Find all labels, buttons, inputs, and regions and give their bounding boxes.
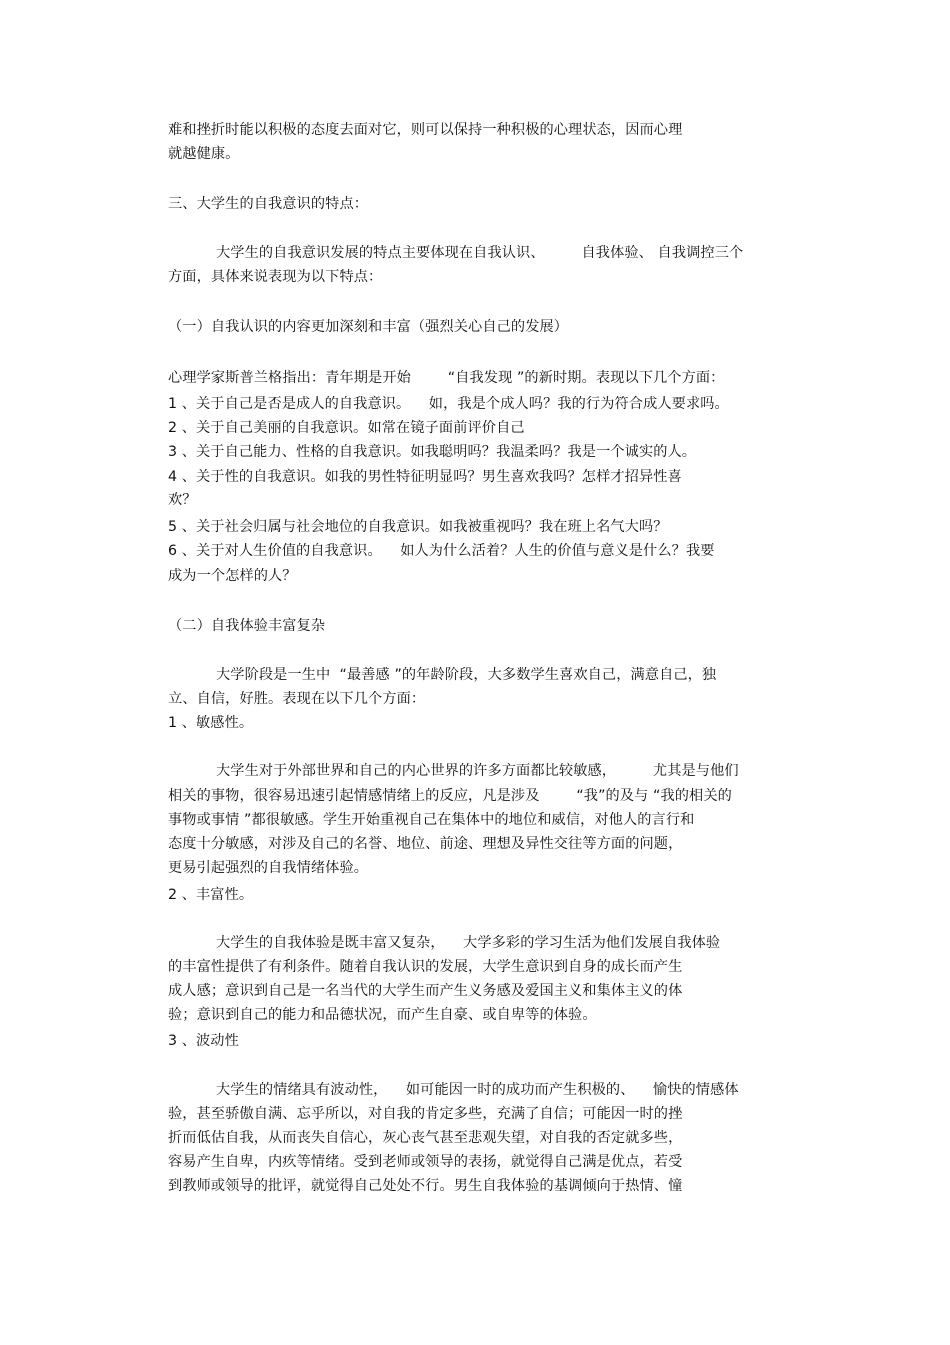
paragraph-line: 到教师或领导的批评，就觉得自己处处不行。男生自我体验的基调倾向于热情、憧	[168, 1178, 683, 1194]
paragraph-line: 大学阶段是一生中 “最善感 ”的年龄阶段，大多数学生喜欢自己，满意自己，独	[216, 667, 717, 683]
list-item: 6 、关于对人生价值的自我意识。 如人为什么活着？人生的价值与意义是什么？我要	[168, 543, 715, 559]
paragraph-line: 折而低估自我，从而丧失自信心，灰心丧气甚至悲观失望，对自我的否定就多些，	[168, 1130, 683, 1146]
item-heading: 3 、波动性	[168, 1033, 239, 1049]
paragraph-line: 验，甚至骄傲自满、忘乎所以，对自我的肯定多些，充满了自信；可能因一时的挫	[168, 1106, 683, 1122]
list-item: 4 、关于性的自我意识。如我的男性特征明显吗？男生喜欢我吗？怎样才招异性喜	[168, 469, 682, 485]
item-heading: 2 、丰富性。	[168, 887, 254, 903]
list-item: 1 、关于自己是否是成人的自我意识。 如，我是个成人吗？我的行为符合成人要求吗。	[168, 396, 729, 412]
paragraph-line: 难和挫折时能以积极的态度去面对它，则可以保持一种积极的心理状态，因而心理	[168, 122, 683, 138]
paragraph-line: 验；意识到自己的能力和品德状况，而产生自豪、或自卑等的体验。	[168, 1007, 597, 1023]
paragraph-line: 更易引起强烈的自我情绪体验。	[168, 860, 369, 876]
paragraph-line: 大学生的自我体验是既丰富又复杂， 大学多彩的学习生活为他们发展自我体验	[216, 935, 721, 951]
paragraph-line: 大学生对于外部世界和自己的内心世界的许多方面都比较敏感， 尤其是与他们	[216, 763, 739, 779]
subsection-heading: （二）自我体验丰富复杂	[168, 618, 326, 634]
section-heading: 三、大学生的自我意识的特点：	[168, 196, 369, 212]
subsection-heading: （一）自我认识的内容更加深刻和丰富（强烈关心自己的发展）	[168, 319, 569, 335]
paragraph-line: 的丰富性提供了有利条件。随着自我认识的发展，大学生意识到自身的成长而产生	[168, 959, 683, 975]
list-item-continuation: 欢？	[168, 492, 197, 508]
paragraph-line: 心理学家斯普兰格指出：青年期是开始 “自我发现 ”的新时期。表现以下几个方面：	[168, 370, 725, 386]
paragraph-line: 成人感；意识到自己是一名当代的大学生而产生义务感及爱国主义和集体主义的体	[168, 983, 683, 999]
paragraph-line: 大学生的情绪具有波动性， 如可能因一时的成功而产生积极的、 愉快的情感体	[216, 1082, 739, 1098]
paragraph-line: 态度十分敏感，对涉及自己的名誉、地位、前途、理想及异性交往等方面的问题，	[168, 836, 683, 852]
paragraph-line: 容易产生自卑，内疚等情绪。受到老师或领导的表扬，就觉得自己满是优点，若受	[168, 1154, 683, 1170]
paragraph-line: 就越健康。	[168, 146, 240, 162]
list-item: 2 、关于自己美丽的自我意识。如常在镜子面前评价自己	[168, 420, 525, 436]
item-heading: 1 、敏感性。	[168, 715, 254, 731]
paragraph-line: 相关的事物，很容易迅速引起情感情绪上的反应，凡是涉及 “我”的及与 “我的相关的	[168, 788, 732, 804]
list-item: 5 、关于社会归属与社会地位的自我意识。如我被重视吗？我在班上名气大吗？	[168, 519, 668, 535]
paragraph-line: 方面，具体来说表现为以下特点：	[168, 269, 383, 285]
list-item-continuation: 成为一个怎样的人？	[168, 568, 297, 584]
paragraph-line: 立、自信，好胜。表现在以下几个方面：	[168, 691, 426, 707]
list-item: 3 、关于自己能力、性格的自我意识。如我聪明吗？我温柔吗？我是一个诚实的人。	[168, 444, 697, 460]
paragraph-line: 大学生的自我意识发展的特点主要体现在自我认识、 自我体验、 自我调控三个	[216, 245, 744, 261]
paragraph-line: 事物或事情 ”都很敏感。学生开始重视自己在集体中的地位和威信，对他人的言行和	[168, 812, 695, 828]
